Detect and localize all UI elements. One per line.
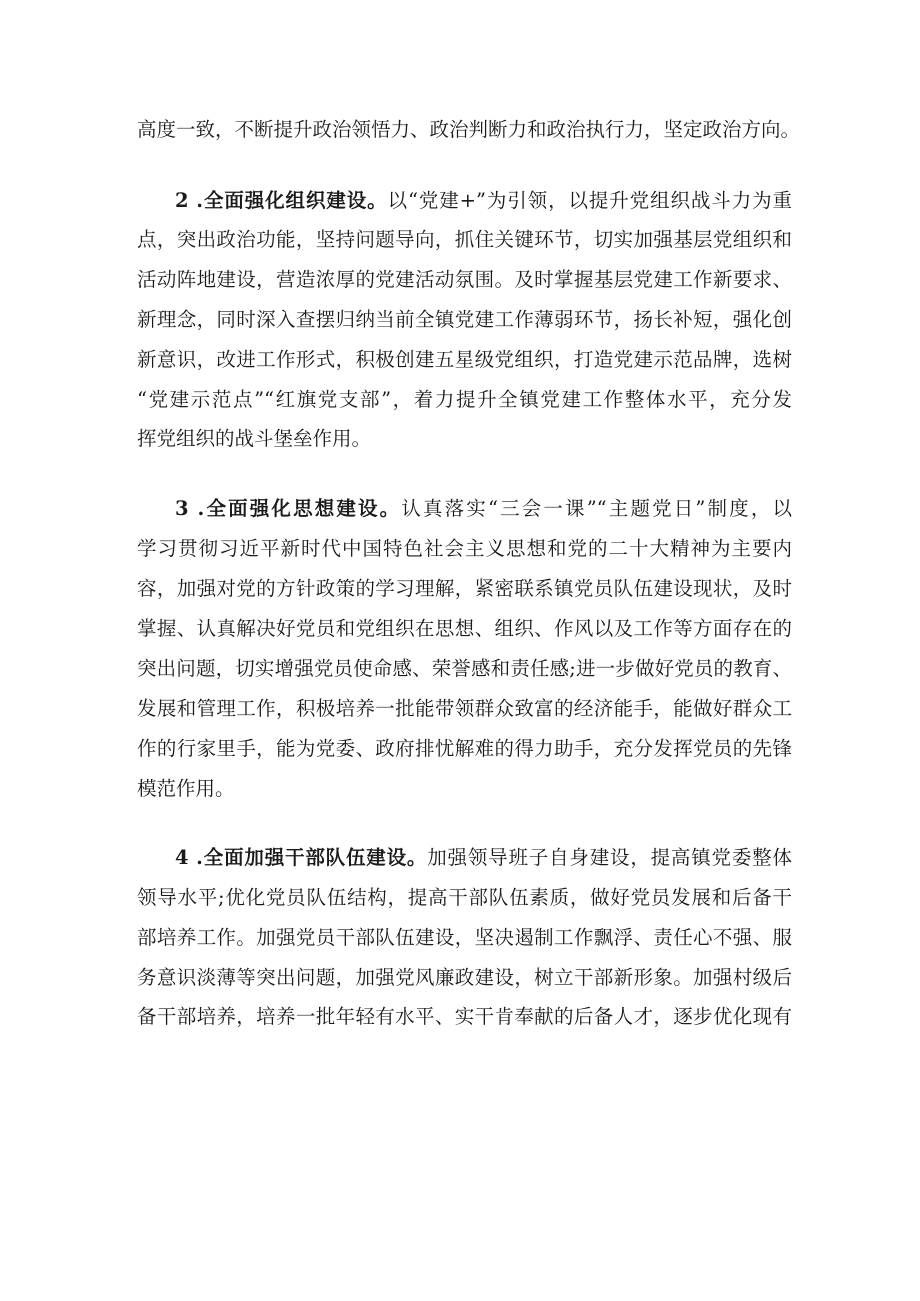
paragraph-4-first-line-text: 加强领导班子自身建设，提高镇党委整体 xyxy=(427,846,792,869)
paragraph-2-line-4: 新理念，同时深入查摆归纳当前全镇党建工作薄弱环节，扬长补短，强化创 xyxy=(137,308,792,331)
paragraph-3-line-6: 发展和管理工作，积极培养一批能带领群众致富的经济能手，能做好群众工 xyxy=(137,697,792,720)
paragraph-3-line-7: 作的行家里手，能为党委、政府排忧解难的得力助手，充分发挥党员的先锋 xyxy=(137,737,792,760)
paragraph-2-first-line-text: 以“党建+”为引领，以提升党组织战斗力为重 xyxy=(387,189,792,212)
paragraph-4-line-3: 部培养工作。加强党员干部队伍建设，坚决遏制工作飘浮、责任心不强、服 xyxy=(137,926,792,949)
paragraph-2-line-3: 活动阵地建设，营造浓厚的党建活动氛围。及时掌握基层党建工作新要求、 xyxy=(137,268,792,291)
paragraph-4-line-2: 领导水平;优化党员队伍结构，提高干部队伍素质，做好党员发展和后备干 xyxy=(137,886,792,909)
paragraph-2-line-6: “党建示范点”“红旗党支部”，着力提升全镇党建工作整体水平，充分发 xyxy=(137,388,792,411)
paragraph-4-heading: 4 .全面加强干部队伍建设。 xyxy=(175,846,428,869)
paragraph-3-first-line-text: 认真落实“三会一课”“主题党日”制度，以 xyxy=(401,497,792,520)
paragraph-2-line-5: 新意识，改进工作形式，积极创建五星级党组织，打造党建示范品牌，选树 xyxy=(137,348,792,371)
paragraph-4-line-4: 务意识淡薄等突出问题，加强党风廉政建设，树立干部新形象。加强村级后 xyxy=(137,966,792,989)
paragraph-1-line-1: 高度一致，不断提升政治领悟力、政治判断力和政治执行力，坚定政治方向。 xyxy=(137,118,801,141)
paragraph-3-line-2: 学习贯彻习近平新时代中国特色社会主义思想和党的二十大精神为主要内 xyxy=(137,537,792,560)
paragraph-2-line-2: 点，突出政治功能，坚持问题导向，抓住关键环节，切实加强基层党组织和 xyxy=(137,228,792,251)
paragraph-2-heading: 2 .全面强化组织建设。 xyxy=(175,189,388,212)
paragraph-3-line-4: 掌握、认真解决好党员和党组织在思想、组织、作风以及工作等方面存在的 xyxy=(137,617,792,640)
paragraph-4-line-1 xyxy=(175,844,792,872)
paragraph-4-line-5: 备干部培养，培养一批年轻有水平、实干肯奉献的后备人才，逐步优化现有 xyxy=(137,1005,792,1028)
paragraph-3-line-3: 容，加强对党的方针政策的学习理解，紧密联系镇党员队伍建设现状，及时 xyxy=(137,577,792,600)
paragraph-2-line-1 xyxy=(175,187,792,215)
paragraph-3-line-1 xyxy=(175,495,792,523)
paragraph-3-line-5: 突出问题，切实增强党员使命感、荣誉感和责任感;进一步做好党员的教育、 xyxy=(137,657,792,680)
paragraph-3-heading: 3 .全面强化思想建设。 xyxy=(175,497,402,520)
paragraph-3-line-8: 模范作用。 xyxy=(137,777,235,800)
paragraph-2-line-7: 挥党组织的战斗堡垒作用。 xyxy=(137,427,372,450)
